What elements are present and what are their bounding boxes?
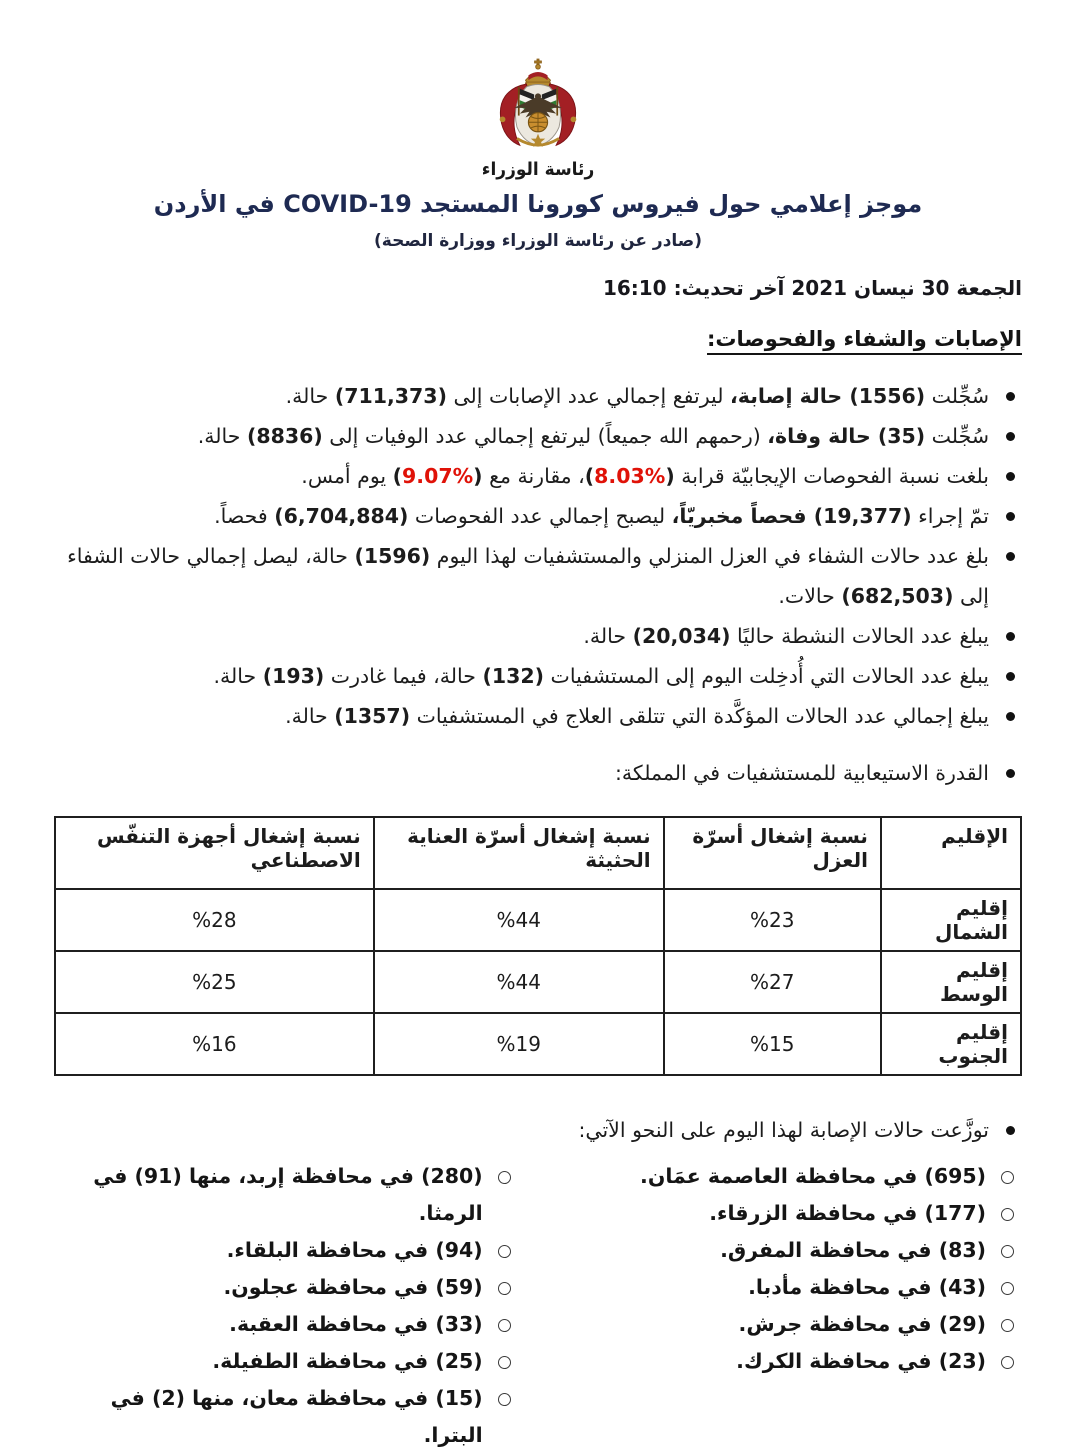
table-header-cell: نسبة إشغال أسرّة العناية الحثيثة [374, 817, 664, 889]
isolation-beds-cell: %27 [664, 951, 881, 1013]
stat-text: حالة. [213, 664, 263, 688]
isolation-beds-cell: %15 [664, 1013, 881, 1075]
capacity-table [54, 816, 1022, 1076]
stat-text: (رحمهم الله جميعاً) ليرتفع إجمالي عدد الوفيات إلى [322, 424, 768, 448]
stat-text: ليرتفع إجمالي عدد الإصابات إلى [446, 384, 731, 408]
stat-text: ليصبح إجمالي عدد الفحوصات [408, 504, 672, 528]
stat-value: (711,373) [334, 384, 447, 408]
section-heading: الإصابات والشفاء والفحوصات: [707, 327, 1022, 351]
capacity-intro-text: القدرة الاستيعابية للمستشفيات في المملكة: [614, 761, 989, 785]
stat-value: (6,704,884) [274, 504, 409, 528]
distribution-intro-text: توزَّعت حالات الإصابة لهذا اليوم على النحو الآتي: [578, 1118, 989, 1142]
stat-text: حالة، ليصل إجمالي حالات الشفاء إلى [67, 544, 989, 608]
table-header-cell: نسبة إشغال أسرّة العزل [664, 817, 881, 889]
stat-bullet-item [54, 456, 1022, 496]
governorate-case-item: (94) في محافظة البلقاء. [54, 1232, 519, 1269]
stat-bullet-item [54, 376, 1022, 416]
stat-text: حالة. [197, 424, 247, 448]
governorate-case-item: (23) في محافظة الكرك. [519, 1343, 1022, 1380]
governorate-case-item: (43) في محافظة مأدبا. [519, 1269, 1022, 1306]
stat-bullet-item [54, 416, 1022, 456]
governorate-case-item: (25) في محافظة الطفيلة. [54, 1343, 519, 1380]
stat-text: حالة. [285, 384, 335, 408]
jordan-coat-of-arms-logo [54, 58, 1022, 180]
region-name-cell: إقليم الوسط [881, 951, 1021, 1013]
stat-value: (1357) [334, 704, 411, 728]
stat-text: حالة. [285, 704, 335, 728]
document-header [54, 58, 1022, 300]
stat-text: سُجِّلت [925, 424, 989, 448]
stat-highlight-value: %9.07 [402, 464, 474, 488]
stats-list [54, 376, 1022, 736]
stat-bullet-item [54, 536, 1022, 616]
distribution-column-left [54, 1158, 519, 1454]
ventilators-cell: %25 [55, 951, 374, 1013]
capacity-intro-bullet [54, 753, 1022, 793]
stat-text: بلغ عدد حالات الشفاء في العزل المنزلي والمستشفيات لهذا اليوم [430, 544, 989, 568]
table-header-cell: نسبة إشغال أجهزة التنفّس الاصطناعي [55, 817, 374, 889]
stat-value: (682,503) [841, 584, 954, 608]
stat-value: (193) [262, 664, 325, 688]
stat-text: حالة، فيما غادرت [324, 664, 483, 688]
stat-text: يبلغ إجمالي عدد الحالات المؤكَّدة التي تتلقى العلاج في المستشفيات [410, 704, 989, 728]
stat-value: (132) [482, 664, 545, 688]
stat-text: يبلغ عدد الحالات النشطة حاليًا [730, 624, 989, 648]
stat-value: (1596) [354, 544, 431, 568]
distribution-column-right [519, 1158, 1022, 1454]
stat-value: ( [473, 464, 483, 488]
page-title: موجز إعلامي حول فيروس كورونا المستجد COVID-19 في الأردن [153, 190, 923, 218]
governorate-case-item: (177) في محافظة الزرقاء. [519, 1195, 1022, 1232]
distribution-columns [54, 1158, 1022, 1454]
table-row [55, 889, 1021, 951]
stat-bullet-item [54, 656, 1022, 696]
governorate-case-item: (29) في محافظة جرش. [519, 1306, 1022, 1343]
region-name-cell: إقليم الجنوب [881, 1013, 1021, 1075]
icu-beds-cell: %44 [374, 889, 664, 951]
distribution-intro-bullet [54, 1110, 1022, 1150]
icu-beds-cell: %44 [374, 951, 664, 1013]
stat-text: حالات. [778, 584, 842, 608]
table-row [55, 951, 1021, 1013]
icu-beds-cell: %19 [374, 1013, 664, 1075]
stat-value: ) [392, 464, 403, 488]
stat-text: سُجِّلت [925, 384, 989, 408]
stat-value: ( [665, 464, 675, 488]
stat-highlight-value: %8.03 [594, 464, 666, 488]
stat-text: يبلغ عدد الحالات التي أُدخِلت اليوم إلى المستشفيات [544, 664, 989, 688]
stat-text: ، مقارنة مع [482, 464, 585, 488]
table-header-cell: الإقليم [881, 817, 1021, 889]
stat-text: يوم أمس. [301, 464, 393, 488]
stat-text: حالة. [583, 624, 633, 648]
capacity-table-header [55, 817, 1021, 889]
ventilators-cell: %16 [55, 1013, 374, 1075]
stat-bullet-item [54, 616, 1022, 656]
stat-value: (1556) حالة إصابة، [730, 384, 926, 408]
stat-bullet-item [54, 496, 1022, 536]
table-row [55, 1013, 1021, 1075]
coat-of-arms-icon [471, 58, 605, 154]
stat-value: ) [584, 464, 595, 488]
governorate-case-item: (280) في محافظة إربد، منها (91) في الرمثا. [54, 1158, 519, 1232]
stat-bullet-item [54, 696, 1022, 736]
region-name-cell: إقليم الشمال [881, 889, 1021, 951]
stat-text: تمّ إجراء [911, 504, 989, 528]
logo-calligraphy: رئاسة الوزراء [481, 159, 595, 181]
capacity-table-body [55, 889, 1021, 1075]
governorate-case-item: (15) في محافظة معان، منها (2) في البترا. [54, 1380, 519, 1454]
governorate-case-item: (59) في محافظة عجلون. [54, 1269, 519, 1306]
governorate-case-item: (83) في محافظة المفرق. [519, 1232, 1022, 1269]
stat-value: (19,377) فحصاً مخبريّاً، [671, 504, 912, 528]
governorate-case-item: (695) في محافظة العاصمة عمَان. [519, 1158, 1022, 1195]
stat-text: بلغت نسبة الفحوصات الإيجابيّة قرابة [674, 464, 989, 488]
stat-value: (35) حالة وفاة، [767, 424, 926, 448]
date-line: الجمعة 30 نيسان 2021 آخر تحديث: 16:10 [602, 276, 1022, 300]
isolation-beds-cell: %23 [664, 889, 881, 951]
page-subtitle: (صادر عن رئاسة الوزراء ووزارة الصحة) [374, 231, 702, 251]
stat-value: (20,034) [632, 624, 731, 648]
stat-value: (8836) [246, 424, 323, 448]
table-header-row [55, 817, 1021, 889]
ventilators-cell: %28 [55, 889, 374, 951]
governorate-case-item: (33) في محافظة العقبة. [54, 1306, 519, 1343]
stat-text: فحصاً. [214, 504, 275, 528]
